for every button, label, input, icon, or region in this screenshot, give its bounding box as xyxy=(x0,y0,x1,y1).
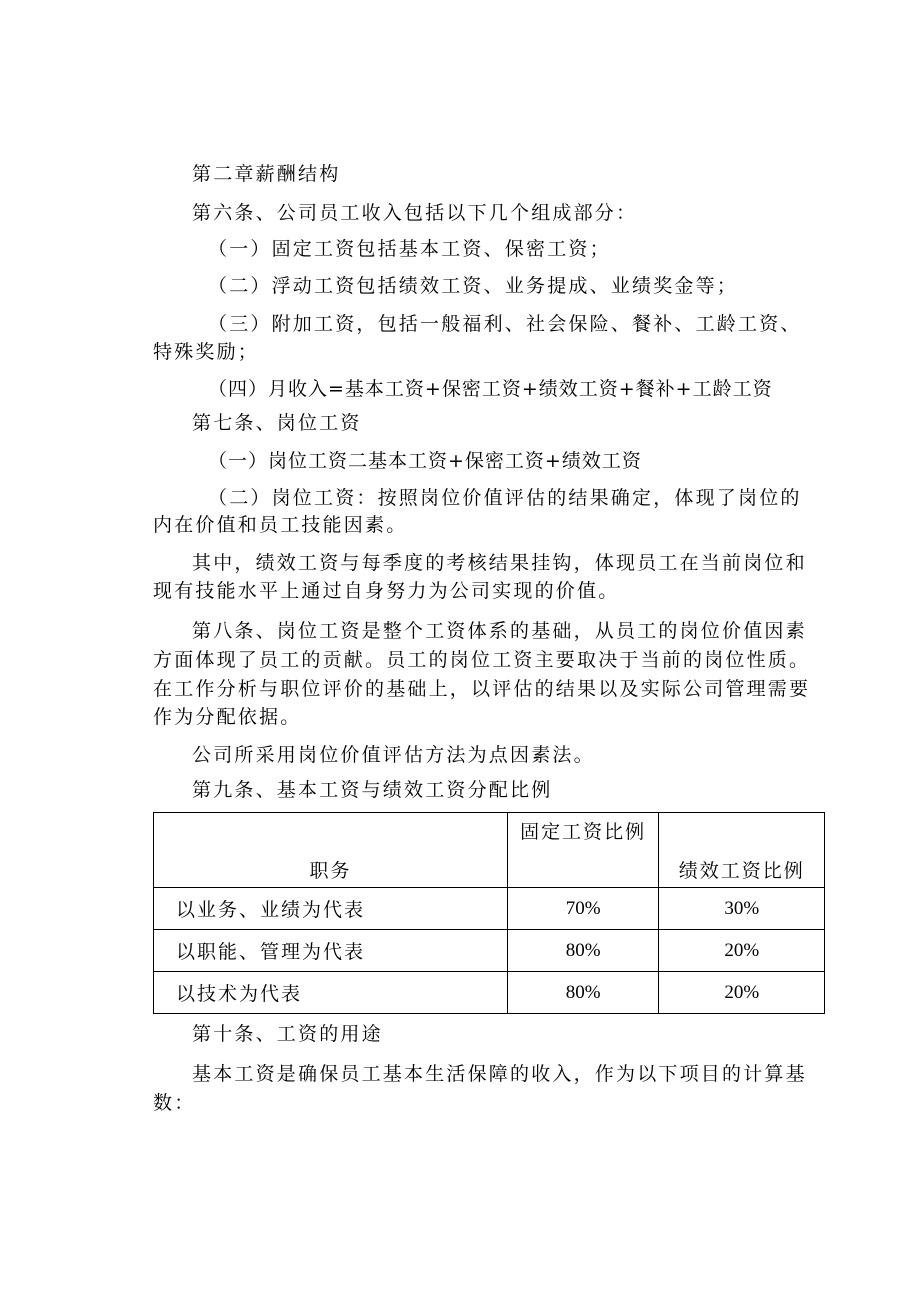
article7-item-1: （一）岗位工资二基本工资+保密工资+绩效工资 xyxy=(208,450,642,472)
header-fixed-ratio: 固定工资比例 xyxy=(507,813,659,888)
table-row xyxy=(154,888,825,930)
article6-item-3: （三）附加工资，包括一般福利、社会保险、餐补、工龄工资、 xyxy=(208,313,802,335)
article8-line-3: 在工作分析与职位评价的基础上，以评估的结果以及实际公司管理需要 xyxy=(153,678,811,700)
table-row xyxy=(154,930,825,972)
method-sentence: 公司所采用岗位价值评估方法为点因素法。 xyxy=(192,744,595,766)
salary-ratio-table xyxy=(153,812,825,1014)
article6-item-3-cont: 特殊奖励； xyxy=(153,341,260,363)
row-position: 以业务、业绩为代表 xyxy=(154,888,508,930)
article10-line-2: 数： xyxy=(153,1092,196,1114)
chapter-title: 第二章薪酬结构 xyxy=(192,163,341,185)
performance-paragraph-line-2: 现有技能水平上通过自身努力为公司实现的价值。 xyxy=(153,580,620,602)
row-fixed-ratio: 70% xyxy=(507,888,659,930)
article8-line-4: 作为分配依据。 xyxy=(153,706,302,728)
article7-item-2: （二）岗位工资：按照岗位价值评估的结果确定，体现了岗位的 xyxy=(208,487,802,509)
article7-item-2-cont: 内在价值和员工技能因素。 xyxy=(153,514,408,536)
table-row xyxy=(154,972,825,1014)
article6-item-4: （四）月收入=基本工资+保密工资+绩效工资+餐补+工龄工资 xyxy=(208,378,773,400)
table-header-row xyxy=(154,813,825,888)
article6-item-2: （二）浮动工资包括绩效工资、业务提成、业绩奖金等； xyxy=(208,275,739,297)
row-fixed-ratio: 80% xyxy=(507,972,659,1014)
row-position: 以职能、管理为代表 xyxy=(154,930,508,972)
article10-heading: 第十条、工资的用途 xyxy=(192,1023,383,1045)
article6-heading: 第六条、公司员工收入包括以下几个组成部分： xyxy=(192,202,638,224)
row-performance-ratio: 20% xyxy=(659,972,825,1014)
article8-line-2: 方面体现了员工的贡献。员工的岗位工资主要取决于当前的岗位性质。 xyxy=(153,649,811,671)
header-position: 职务 xyxy=(154,813,508,888)
article6-item-1: （一）固定工资包括基本工资、保密工资； xyxy=(208,238,611,260)
article10-line-1: 基本工资是确保员工基本生活保障的收入，作为以下项目的计算基 xyxy=(192,1063,807,1085)
article9-heading: 第九条、基本工资与绩效工资分配比例 xyxy=(192,779,553,801)
row-position: 以技术为代表 xyxy=(154,972,508,1014)
row-performance-ratio: 20% xyxy=(659,930,825,972)
row-fixed-ratio: 80% xyxy=(507,930,659,972)
article7-heading: 第七条、岗位工资 xyxy=(192,412,362,434)
article8-line-1: 第八条、岗位工资是整个工资体系的基础，从员工的岗位价值因素 xyxy=(192,620,807,642)
header-performance-ratio: 绩效工资比例 xyxy=(659,813,825,888)
performance-paragraph-line-1: 其中，绩效工资与每季度的考核结果挂钩，体现员工在当前岗位和 xyxy=(192,552,807,574)
row-performance-ratio: 30% xyxy=(659,888,825,930)
